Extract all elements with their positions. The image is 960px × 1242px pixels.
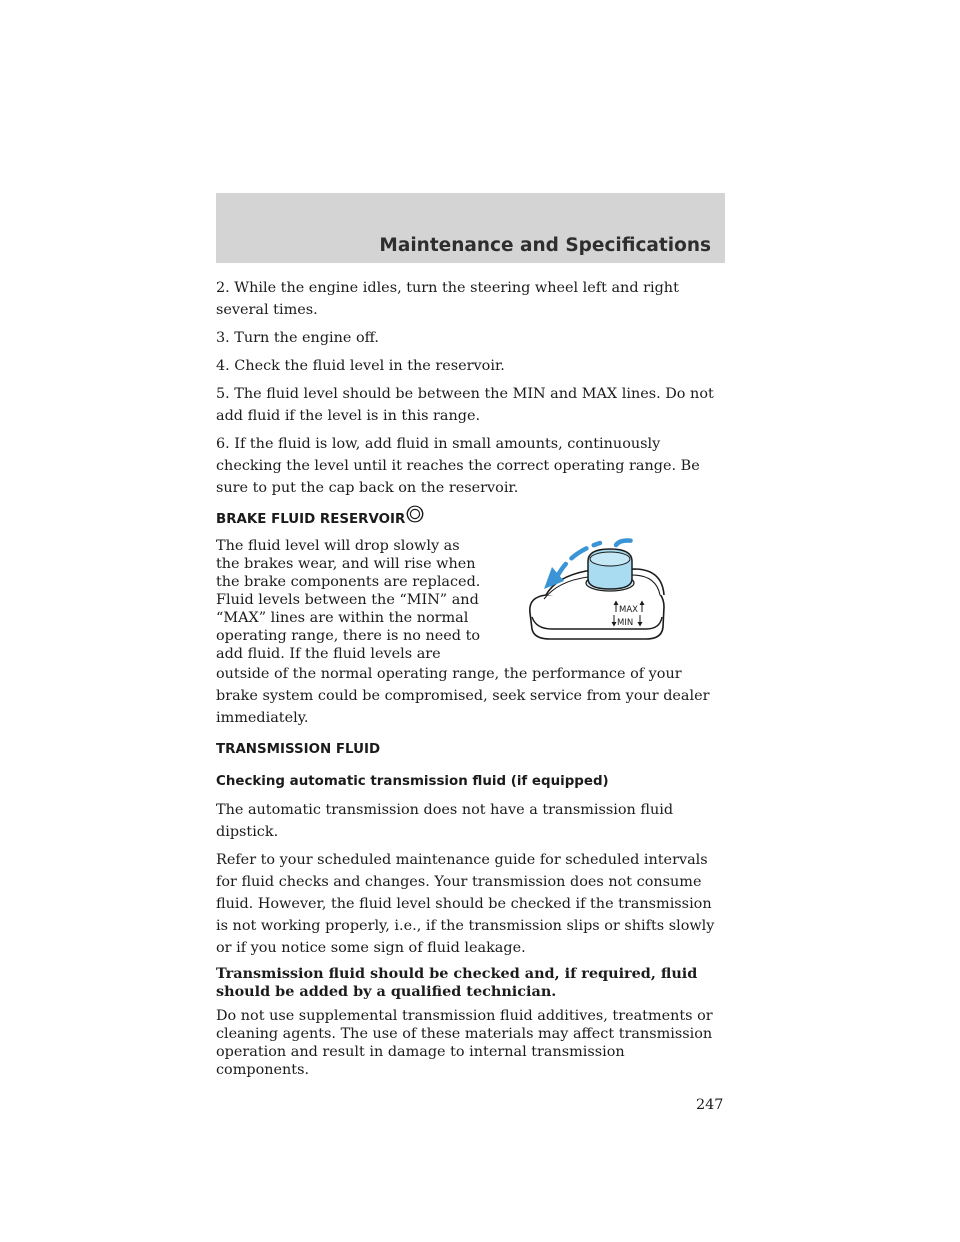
step-2: 2. While the engine idles, turn the steering wheel left and right several times. xyxy=(216,280,679,318)
transmission-paragraph-3: Do not use supplemental transmission fluid additives, treatments or cleaning agents. The use of these materials may affect transmission operation and result in damage to internal transmission components. xyxy=(216,1008,713,1078)
brake-fluid-text-rest: outside of the normal operating range, the performance of your brake system could be compromised, seek service from your dealer immediately. xyxy=(216,666,710,726)
transmission-paragraph-1: The automatic transmission does not have a transmission fluid dipstick. xyxy=(216,802,674,840)
step-4: 4. Check the fluid level in the reservoir. xyxy=(216,358,505,374)
section-header-band xyxy=(216,193,725,263)
brake-fluid-symbol-svg xyxy=(406,505,424,523)
section-title: Maintenance and Specifications xyxy=(379,235,711,256)
transmission-paragraph-2: Refer to your scheduled maintenance guide for scheduled intervals for fluid checks and changes. Your transmission does not consume fluid. However, the fluid level should be checked if the transmission is not working properly, i.e., if the transmission slips or shifts slowly or if you notice some sign of fluid leakage. xyxy=(216,852,715,956)
min-line-label: MIN xyxy=(617,618,634,628)
page-number: 247 xyxy=(696,1097,724,1113)
brake-reservoir-illustration xyxy=(516,533,666,641)
step-6: 6. If the fluid is low, add fluid in small amounts, continuously checking the level until it reaches the correct operating range. Be sure to put the cap back on the reservoir. xyxy=(216,436,700,496)
transmission-check-subheading: Checking automatic transmission fluid (if equipped) xyxy=(216,774,609,789)
transmission-warning: Transmission fluid should be checked and, if required, fluid should be added by a qualified technician. xyxy=(216,965,698,1000)
step-3: 3. Turn the engine off. xyxy=(216,330,379,346)
transmission-fluid-heading: TRANSMISSION FLUID xyxy=(216,742,381,757)
brake-fluid-text-top: The fluid level will drop slowly as the brakes wear, and will rise when the brake components are replaced. Fluid levels between the “MIN” and “MAX” lines are within the normal operating range, there is no need to add fluid. If the fluid levels are xyxy=(216,538,481,662)
brake-reservoir-figure xyxy=(516,533,666,641)
max-line-label: MAX xyxy=(619,605,638,615)
step-5: 5. The fluid level should be between the MIN and MAX lines. Do not add fluid if the level is in this range. xyxy=(216,386,714,424)
brake-fluid-heading-text: BRAKE FLUID RESERVOIR xyxy=(216,512,406,527)
brake-fluid-section xyxy=(216,537,722,729)
brake-fluid-symbol-icon xyxy=(406,505,424,523)
page-content xyxy=(216,277,722,1085)
brake-fluid-heading xyxy=(216,509,722,531)
